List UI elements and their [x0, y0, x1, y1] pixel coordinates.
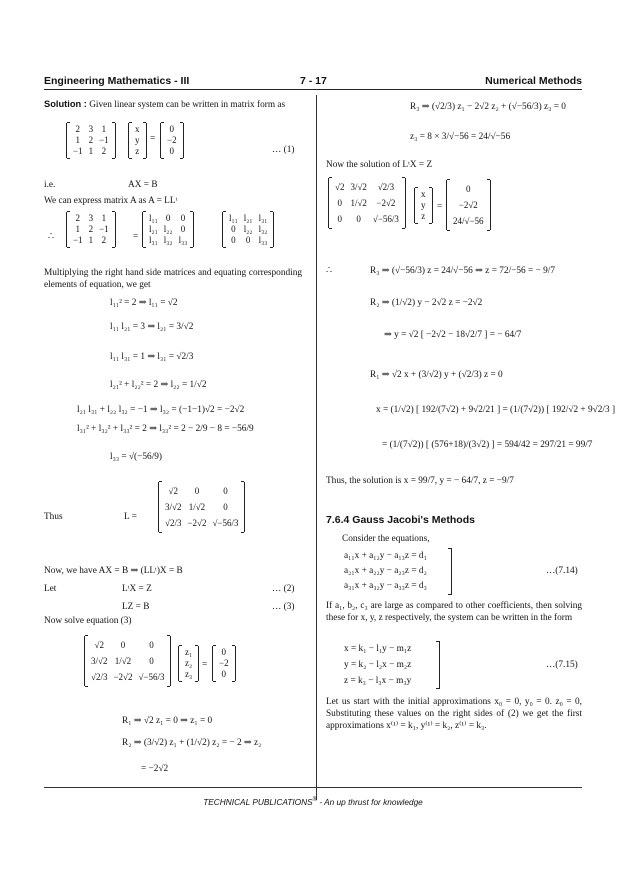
step-R2-result: = −2√2: [141, 764, 169, 774]
matrix-cell: 0: [165, 213, 171, 223]
matrix-A-eq1: [66, 123, 116, 158]
matrix-cell: 1/√2: [188, 502, 206, 512]
matrix-cell: −1: [99, 224, 109, 234]
matrix-cell: l₂₂: [163, 224, 173, 234]
matrix-cell: l₃₃: [178, 235, 188, 245]
matrix-cell: −2√2: [187, 518, 207, 528]
header-rule: [44, 89, 582, 90]
step-R3-z: R₃ ⇒ (√2/3) z₁ − 2√2 z₂ + (√−56/3) z₃ = 0: [410, 102, 566, 112]
solve-x-step1: x = (1/√2) [ 192/(7√2) + 9√2/21 ] = (1/(7√2)) [ 192/√2 + 9√2/3 ]: [376, 405, 616, 415]
matrix-cell: 1: [101, 213, 107, 223]
matrix-cell: 0: [221, 669, 227, 679]
solve-x-step2: = (1/(7√2)) [ (576+18)/(3√2) ] = 594/42 = 297/21 = 99/7: [382, 440, 593, 450]
matrix-cell: 2: [101, 235, 107, 245]
solve-R2: R₂ ⇒ (1/√2) y − 2√2 z = −2√2: [370, 298, 483, 308]
eq-l31: l₁₁ l₃₁ = 1 ⇒ l₃₁ = √2/3: [110, 352, 194, 362]
gj-eq3: a₃₁x + a₃₂y − a₃₃z = d₃: [344, 581, 427, 591]
eq-l32: l₂₁ l₃₁ + l₂₂ l₃₂ = −1 ⇒ l₃₂ = (−1−1)√2 = −2√2: [77, 405, 245, 415]
matrix-cell: 3/√2: [165, 502, 182, 512]
matrix-cell: √2/3: [165, 518, 182, 528]
matrix-Lt-general: [222, 212, 274, 247]
matrix-cell: 24/√−56: [453, 216, 484, 226]
consider-text: Consider the equations,: [342, 534, 430, 544]
equation-number-3: … (3): [272, 602, 295, 612]
solution-text: Given linear system can be written in matrix form as: [89, 100, 286, 110]
vector-Z-values: [446, 180, 491, 230]
gj-eq1: a₁₁x + a₁₂y − a₁₃z = d₁: [344, 551, 427, 561]
matrix-cell: l₁₁: [229, 213, 238, 223]
matrix-cell: 1: [75, 224, 81, 234]
eq-l33: l₃₃ = √(−56/9): [110, 452, 163, 462]
step-R2: R₂ ⇒ (3/√2) z₁ + (1/√2) z₂ = − 2 ⇒ z₂: [122, 738, 262, 748]
eq-l22: l₂₁² + l₂₂² = 2 ⇒ l₂₂ = 1/√2: [110, 380, 207, 390]
now-solution-LtX: Now the solution of LᵗX = Z: [326, 160, 433, 170]
matrix-Lt: [328, 178, 406, 228]
solution-intro: [44, 98, 302, 111]
matrix-cell: z₃: [185, 669, 193, 679]
matrix-cell: −2: [167, 135, 177, 145]
matrix-cell: 3/√2: [350, 182, 367, 192]
matrix-cell: √−56/3: [138, 672, 165, 682]
vector-Z: [178, 646, 199, 681]
equals-sign: =: [133, 232, 139, 242]
matrix-cell: z₁: [185, 647, 193, 657]
z3-value: z₃ = 8 × 3/√−56 = 24/√−56: [410, 132, 511, 142]
vector-B-eq3: [212, 646, 236, 681]
matrix-cell: √2: [168, 486, 178, 496]
matrix-cell: 0: [356, 214, 361, 224]
matrix-cell: 0: [337, 214, 342, 224]
therefore-symbol: ∴: [48, 232, 54, 242]
matrix-cell: y: [421, 200, 426, 210]
matrix-cell: z: [135, 146, 140, 156]
matrix-cell: l₃₂: [163, 235, 173, 245]
gj2-eq2: y = k₂ − l₂x − m₂z: [344, 660, 412, 670]
matrix-cell: y: [135, 135, 140, 145]
matrix-cell: 0: [120, 640, 126, 650]
matrix-cell: 3: [88, 213, 94, 223]
let-label: Let: [44, 584, 57, 594]
matrix-cell: 0: [169, 124, 175, 134]
matrix-cell: l₃₁: [149, 235, 158, 245]
eq-l11: l₁₁² = 2 ⇒ l₁₁ = √2: [110, 298, 178, 308]
matrix-cell: −1: [73, 146, 83, 156]
eq-l33-squared: l₃₁² + l₃₂² + l₃₃² = 2 ⇒ l₃₃² = 2 − 2/9 − 8 = −56/9: [77, 424, 254, 434]
matrix-L: [158, 482, 245, 532]
matrix-cell: 0: [231, 235, 236, 245]
eq-l21: l₁₁ l₂₁ = 3 ⇒ l₂₁ = 3/√2: [110, 322, 194, 332]
final-solution: Thus, the solution is x = 99/7, y = − 64/7, z = −9/7: [326, 476, 514, 486]
equation-number-1: … (1): [272, 145, 295, 155]
registered-mark: ®: [312, 797, 318, 804]
equation-number-2: … (2): [272, 584, 295, 594]
matrix-cell: 0: [337, 198, 342, 208]
L-equals: L =: [124, 512, 137, 522]
therefore-symbol: ∴: [326, 266, 332, 276]
matrix-cell: 2: [75, 213, 81, 223]
gj-brace-1: [448, 548, 452, 595]
coefficients-paragraph: If a₁, b₂, c₃ are large as compared to other coefficients, then solving these for x, y, z respectively, the system can be written in the form: [326, 601, 582, 624]
matrix-cell: √2/3: [91, 672, 108, 682]
vector-B-eq1: [160, 123, 184, 158]
header-chapter: Numerical Methods: [485, 75, 582, 87]
matrix-cell: √2: [94, 640, 104, 650]
section-title: 7.6.4 Gauss Jacobi's Methods: [326, 514, 475, 526]
matrix-A: [66, 212, 116, 247]
equation-number-7-14: …(7.14): [546, 566, 578, 576]
matrix-cell: 0: [149, 640, 154, 650]
matrix-cell: 2: [101, 146, 107, 156]
matrix-cell: z: [421, 211, 426, 221]
matrix-cell: 1: [101, 124, 107, 134]
matrix-cell: 0: [180, 213, 186, 223]
footer-rule: [44, 787, 582, 788]
gj-eq2: a₂₁x + a₂₂y − a₂₃z = d₂: [344, 566, 427, 576]
matrix-cell: l₂₁: [149, 224, 158, 234]
matrix-L-eq3: [84, 636, 171, 686]
matrix-cell: 2: [88, 135, 94, 145]
matrix-cell: 0: [231, 224, 236, 234]
header-page-number: 7 - 17: [300, 75, 327, 87]
matrix-cell: −2: [219, 658, 229, 668]
matrix-L-general: [142, 212, 194, 247]
matrix-cell: l₁₁: [149, 213, 158, 223]
gj2-eq1: x = k₁ − l₁y − m₁z: [344, 644, 412, 654]
matrix-cell: −2√2: [376, 198, 396, 208]
gj-brace-2: [436, 641, 440, 689]
matrix-cell: x: [421, 189, 426, 199]
matrix-cell: 3/√2: [91, 656, 108, 666]
matrix-cell: l₃₃: [258, 235, 268, 245]
matrix-cell: 0: [223, 486, 228, 496]
matrix-cell: 1/√2: [114, 656, 132, 666]
express-llt: We can express matrix A as A = LLᵗ: [44, 196, 178, 206]
solve-R2-y: ⇒ y = √2 [ −2√2 − 18√2/7 ] = − 64/7: [384, 330, 522, 340]
solve-R3: R₃ ⇒ (√−56/3) z = 24/√−56 ⇒ z = 72/−56 = − 9/7: [370, 266, 556, 276]
matrix-cell: 0: [466, 184, 471, 194]
page-footer: [0, 797, 626, 807]
thus-label: Thus: [44, 512, 63, 522]
vector-X: [414, 188, 433, 223]
vector-X-eq1: [128, 123, 147, 158]
eq-LZ-B: LZ = B: [122, 602, 150, 612]
header-book-title: Engineering Mathematics - III: [44, 75, 190, 87]
matrix-cell: l₃₁: [258, 213, 268, 223]
matrix-cell: 3: [88, 124, 94, 134]
solve-R1: R₁ ⇒ √2 x + (3/√2) y + (√2/3) z = 0: [370, 370, 503, 380]
matrix-cell: x: [135, 124, 140, 134]
footer-publisher: TECHNICAL PUBLICATIONS: [203, 797, 313, 807]
eq-LtX-Z: LᵗX = Z: [122, 584, 152, 594]
matrix-cell: −2√2: [458, 200, 478, 210]
matrix-cell: 0: [149, 656, 154, 666]
matrix-cell: 1: [75, 135, 81, 145]
matrix-cell: l₃₂: [258, 224, 268, 234]
matrix-cell: √2: [335, 182, 345, 192]
matrix-cell: 1/√2: [350, 198, 367, 208]
matrix-cell: 1: [88, 235, 94, 245]
matrix-cell: 0: [221, 647, 227, 657]
matrix-cell: √−56/3: [372, 214, 399, 224]
ax-equals-b: AX = B: [128, 180, 158, 190]
matrix-cell: 0: [180, 224, 186, 234]
ie-label: i.e.: [44, 180, 56, 190]
equals-sign: =: [150, 134, 156, 144]
matrix-cell: −1: [73, 235, 83, 245]
matrix-cell: 0: [245, 235, 251, 245]
matrix-cell: 0: [194, 486, 200, 496]
gj2-eq3: z = k₃ − l₃x − m₃y: [344, 676, 412, 686]
matrix-cell: √−56/3: [212, 518, 239, 528]
multiply-paragraph: Multiplying the right hand side matrices and equating corresponding elements of equation, we get: [44, 268, 302, 291]
now-llt: Now, we have AX = B ⇒ (LLᵗ)X = B: [44, 566, 183, 576]
matrix-cell: −2√2: [113, 672, 133, 682]
matrix-cell: 0: [169, 146, 175, 156]
matrix-cell: 1: [88, 146, 94, 156]
step-R1: R₁ ⇒ √2 z₁ = 0 ⇒ z₁ = 0: [122, 716, 213, 726]
equals-sign: =: [437, 202, 443, 212]
equals-sign: =: [202, 660, 208, 670]
solution-label: Solution :: [44, 99, 87, 109]
matrix-cell: l₂₂: [243, 224, 253, 234]
matrix-cell: 0: [223, 502, 228, 512]
matrix-cell: l₂₁: [243, 213, 253, 223]
footer-tagline: - An up thrust for knowledge: [317, 797, 423, 807]
equation-number-7-15: …(7.15): [546, 660, 578, 670]
matrix-cell: −1: [99, 135, 109, 145]
solve-eq3: Now solve equation (3): [44, 616, 132, 626]
matrix-cell: 2: [88, 224, 94, 234]
matrix-cell: z₂: [185, 658, 193, 668]
matrix-cell: 2: [75, 124, 81, 134]
matrix-cell: √2/3: [377, 182, 395, 192]
initial-approx-paragraph: Let us start with the initial approximations x₀ = 0, y₀ = 0. z₀ = 0, Substituting these values on the right sides of (2) we get the first approximations x⁽¹⁾ = k₁, y⁽¹⁾ = k₂, z⁽¹⁾ = k₃.: [326, 697, 582, 732]
column-divider: [316, 95, 317, 800]
